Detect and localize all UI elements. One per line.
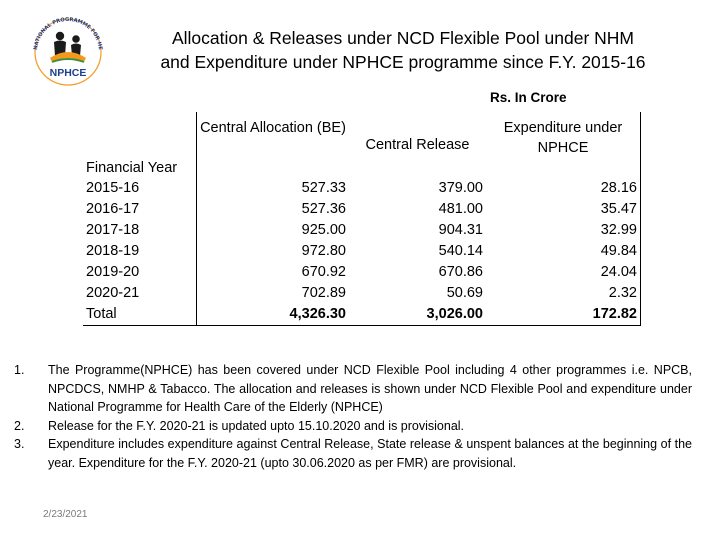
title-line-1: Allocation & Releases under NCD Flexible Pool under NHM [171, 28, 634, 48]
table-row [83, 220, 641, 241]
cell-allocation: 527.36 [301, 201, 346, 217]
cell-release: 670.86 [438, 264, 483, 280]
cell-allocation: 527.33 [301, 180, 346, 196]
table-total-row [83, 304, 641, 326]
table-row [83, 283, 641, 304]
footnote-text: Release for the F.Y. 2020-21 is updated upto 15.10.2020 and is provisional. [48, 418, 465, 433]
cell-allocation: 702.89 [301, 285, 346, 301]
footnote-number: 3. [14, 437, 25, 451]
header-financial-year: Financial Year [83, 112, 197, 178]
cell-expenditure: 35.47 [486, 199, 641, 220]
footnotes-list [14, 361, 692, 472]
nphce-logo [28, 12, 108, 90]
table-row [83, 199, 641, 220]
footnote [14, 417, 692, 436]
table-row [83, 178, 641, 199]
header-expenditure: Expenditure under NPHCE [486, 112, 641, 178]
cell-year: 2017-18 [83, 220, 197, 241]
table-header-row [83, 112, 641, 178]
footnote-text: The Programme(NPHCE) has been covered under NCD Flexible Pool including 4 other programmes i.e. NPCB, NPCDCS, NMHP & Tabacco. The allocation and releases is shown under NCD Flexible Pool and expenditure under National Programme for Health Care of the Elderly (NPHCE) [48, 363, 692, 414]
cell-expenditure: 24.04 [486, 262, 641, 283]
footnote-number: 1. [14, 363, 25, 377]
cell-allocation: 925.00 [301, 222, 346, 238]
total-release: 3,026.00 [349, 304, 486, 326]
footnote [14, 435, 692, 472]
cell-allocation: 972.80 [301, 243, 346, 259]
cell-expenditure: 49.84 [486, 241, 641, 262]
allocation-table [83, 112, 641, 326]
cell-release: 481.00 [438, 201, 483, 217]
slide-date: 2/23/2021 [43, 509, 88, 520]
footnote-number: 2. [14, 418, 25, 433]
cell-allocation: 670.92 [301, 264, 346, 280]
header-central-release: Central Release [365, 137, 470, 153]
total-expenditure: 172.82 [486, 304, 641, 326]
cell-expenditure: 2.32 [486, 283, 641, 304]
cell-release: 50.69 [446, 285, 483, 301]
cell-release: 379.00 [438, 180, 483, 196]
cell-year: 2016-17 [83, 199, 197, 220]
total-allocation: 4,326.30 [197, 304, 350, 326]
footnote [14, 361, 692, 417]
cell-year: 2020-21 [83, 283, 197, 304]
title-line-2: and Expenditure under NPHCE programme since F.Y. 2015-16 [160, 52, 646, 72]
cell-expenditure: 32.99 [486, 220, 641, 241]
cell-year: 2018-19 [83, 241, 197, 262]
cell-year: 2015-16 [83, 178, 197, 199]
units-label: Rs. In Crore [490, 90, 567, 105]
cell-expenditure: 28.16 [486, 178, 641, 199]
logo-arc-text: NATIONAL PROGRAMME FOR HE [33, 16, 103, 51]
page-title [118, 26, 688, 74]
footnote-text: Expenditure includes expenditure against Central Release, State release & unspent balances at the beginning of the year. Expenditure for the F.Y. 2020-21 (upto 30.06.2020 as per FMR) are provisional. [48, 437, 692, 470]
logo-name: NPHCE [49, 67, 87, 79]
table-row [83, 262, 641, 283]
cell-release: 540.14 [438, 243, 483, 259]
header-central-allocation: Central Allocation (BE) [200, 120, 346, 136]
cell-release: 904.31 [438, 222, 483, 238]
nphce-emblem-icon [28, 12, 108, 90]
table-row [83, 241, 641, 262]
total-label: Total [83, 304, 197, 326]
cell-year: 2019-20 [83, 262, 197, 283]
